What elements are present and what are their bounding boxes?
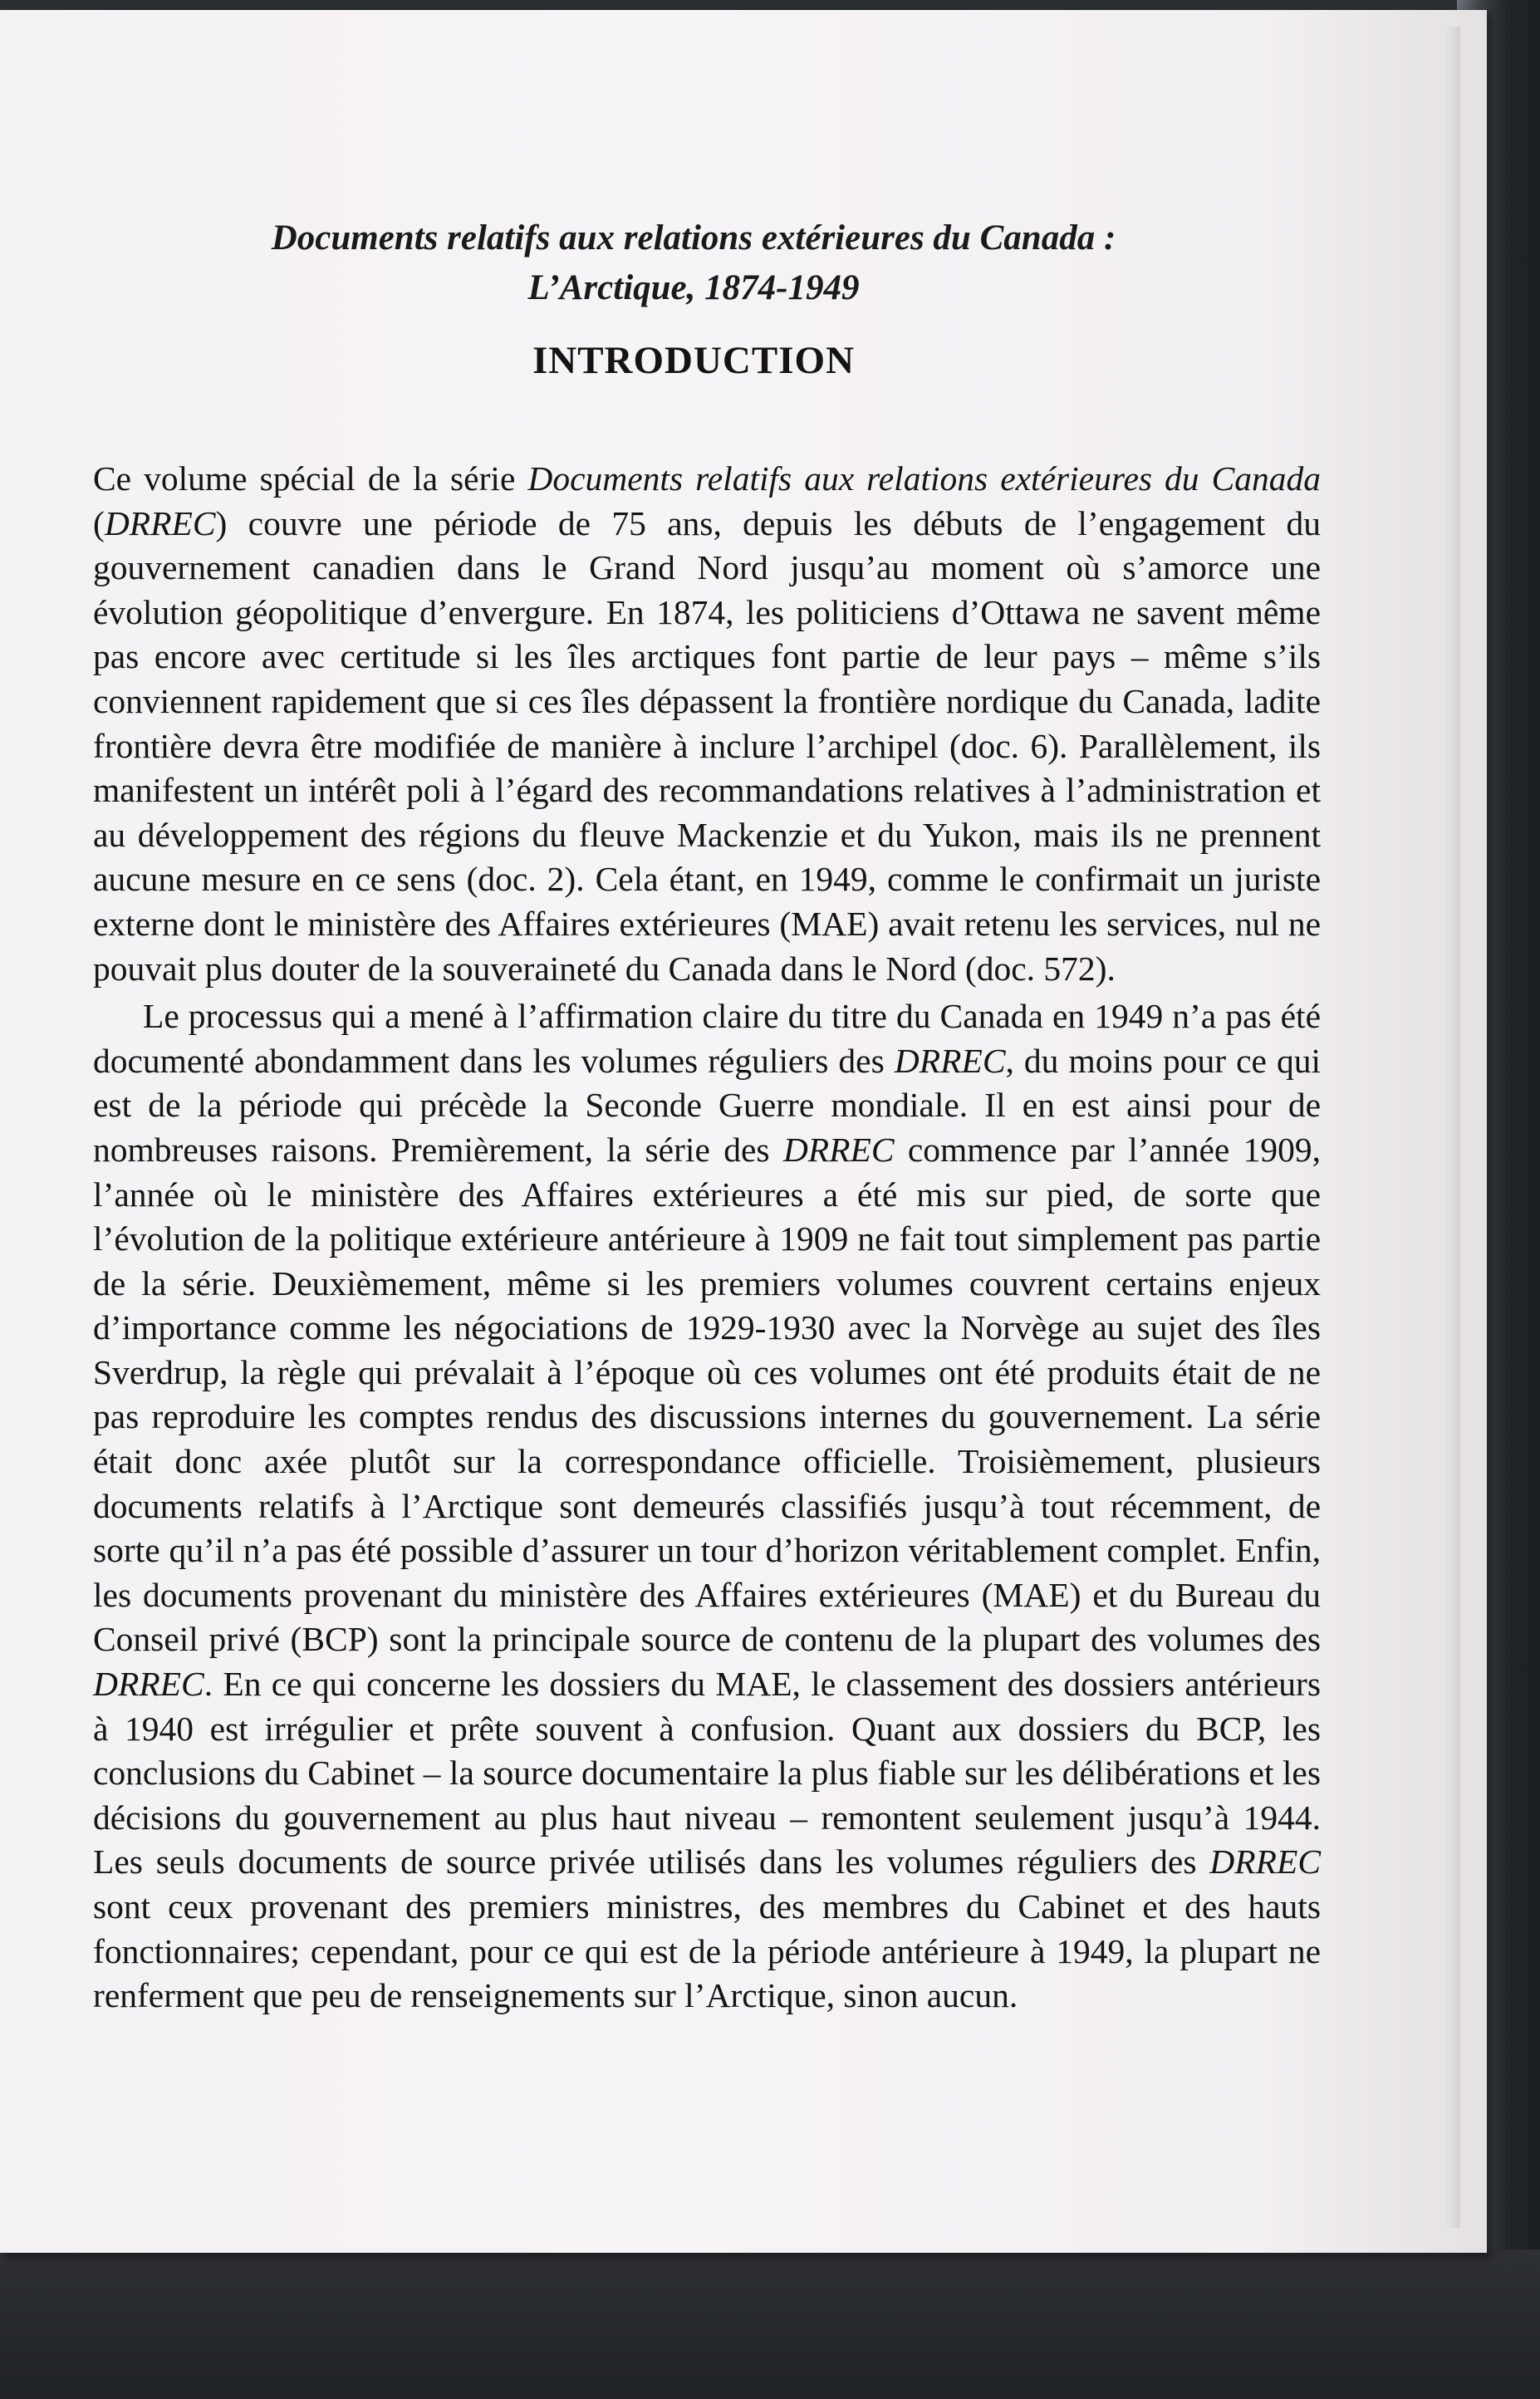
italic-segment: DRREC <box>782 1130 895 1169</box>
italic-segment: DRREC <box>894 1041 1006 1080</box>
section-title: INTRODUCTION <box>532 339 856 382</box>
text-segment: ( <box>93 503 105 542</box>
paragraph-2 <box>93 994 1321 2019</box>
paragraph-1 <box>93 457 1321 991</box>
italic-segment: DRREC <box>1209 1842 1321 1881</box>
page-edge-shadow <box>1445 27 1460 2228</box>
italic-segment: Documents relatifs aux relations extérieures du Canada <box>527 459 1321 498</box>
header-title-line-2: L’Arctique, 1874-1949 <box>527 268 860 307</box>
text-segment: , du moins pour ce qui est de la période qui précède la Seconde Guerre mondiale. Il en est ainsi pour de nombreuses raisons. Premièrement, la série des <box>93 1041 1321 1169</box>
body-text <box>93 457 1321 2019</box>
book-page <box>0 10 1487 2253</box>
italic-segment: DRREC <box>93 1665 204 1704</box>
text-segment: commence par l’année 1909, l’année où le ministère des Affaires extérieures a été mis sur pied, de sorte que l’évolution de la politique extérieure antérieure à 1909 ne fait tout simplement pas partie de la série. Deuxièmement, même si les premiers volumes couvrent certains enjeux d’importance comme les négociations de 1929-1930 avec la Norvège au sujet des îles Sverdrup, la règle qui prévalait à l’époque où ces volumes ont été produits était de ne pas reproduire les comptes rendus des discussions internes du gouvernement. La série était donc axée plutôt sur la correspondance officielle. Troisièmement, plusieurs documents relatifs à l’Arctique sont demeurés classifiés jusqu’à tout récemment, de sorte qu’il n’a pas été possible d’assurer un tour d’horizon véritablement complet. Enfin, les documents provenant du ministère des Affaires extérieures (MAE) et du Bureau du Conseil privé (BCP) sont la principale source de contenu de la plupart des volumes des <box>93 1130 1321 1659</box>
running-header <box>100 213 1287 313</box>
italic-segment: DRREC <box>104 503 216 542</box>
text-segment: Ce volume spécial de la série <box>93 459 528 498</box>
text-segment: . En ce qui concerne les dossiers du MAE, le classement des dossiers antérieurs à 1940 est irrégulier et prête souvent à confusion. Quant aux dossiers du BCP, les conclusions du Cabinet – la source documentaire la plus fiable sur les délibérations et les décisions du gouvernement au plus haut niveau – remontent seulement jusqu’à 1944. Les seuls documents de source privée utilisés dans les volumes réguliers des <box>93 1665 1321 1881</box>
backdrop-bottom <box>0 2249 1540 2399</box>
text-segment: sont ceux provenant des premiers ministres, des membres du Cabinet et des hauts fonctionnaires; cependant, pour ce qui est de la période antérieure à 1949, la plupart ne renferment que peu de renseignements sur l’Arctique, sinon aucun. <box>93 1887 1321 2015</box>
text-segment: ) couvre une période de 75 ans, depuis les débuts de l’engagement du gouvernement canadien dans le Grand Nord jusqu’au moment où s’amorce une évolution géopolitique d’envergure. En 1874, les politiciens d’Ottawa ne savent même pas encore avec certitude si les îles arctiques font partie de leur pays – même s’ils conviennent rapidement que si ces îles dépassent la frontière nordique du Canada, ladite frontière devra être modifiée de manière à inclure l’archipel (doc. 6). Parallèlement, ils manifestent un intérêt poli à l’égard des recommandations relatives à l’administration et au développement des régions du fleuve Mackenzie et du Yukon, mais ils ne prennent aucune mesure en ce sens (doc. 2). Cela étant, en 1949, comme le confirmait un juriste externe dont le ministère des Affaires extérieures (MAE) avait retenu les services, nul ne pouvait plus douter de la souveraineté du Canada dans le Nord (doc. 572). <box>93 503 1321 988</box>
text-segment: Le processus qui a mené à l’affirmation claire du titre du Canada en 1949 n’a pas été documenté abondamment dans les volumes réguliers des <box>93 997 1321 1080</box>
header-title-line-1: Documents relatifs aux relations extérieures du Canada : <box>271 218 1116 258</box>
